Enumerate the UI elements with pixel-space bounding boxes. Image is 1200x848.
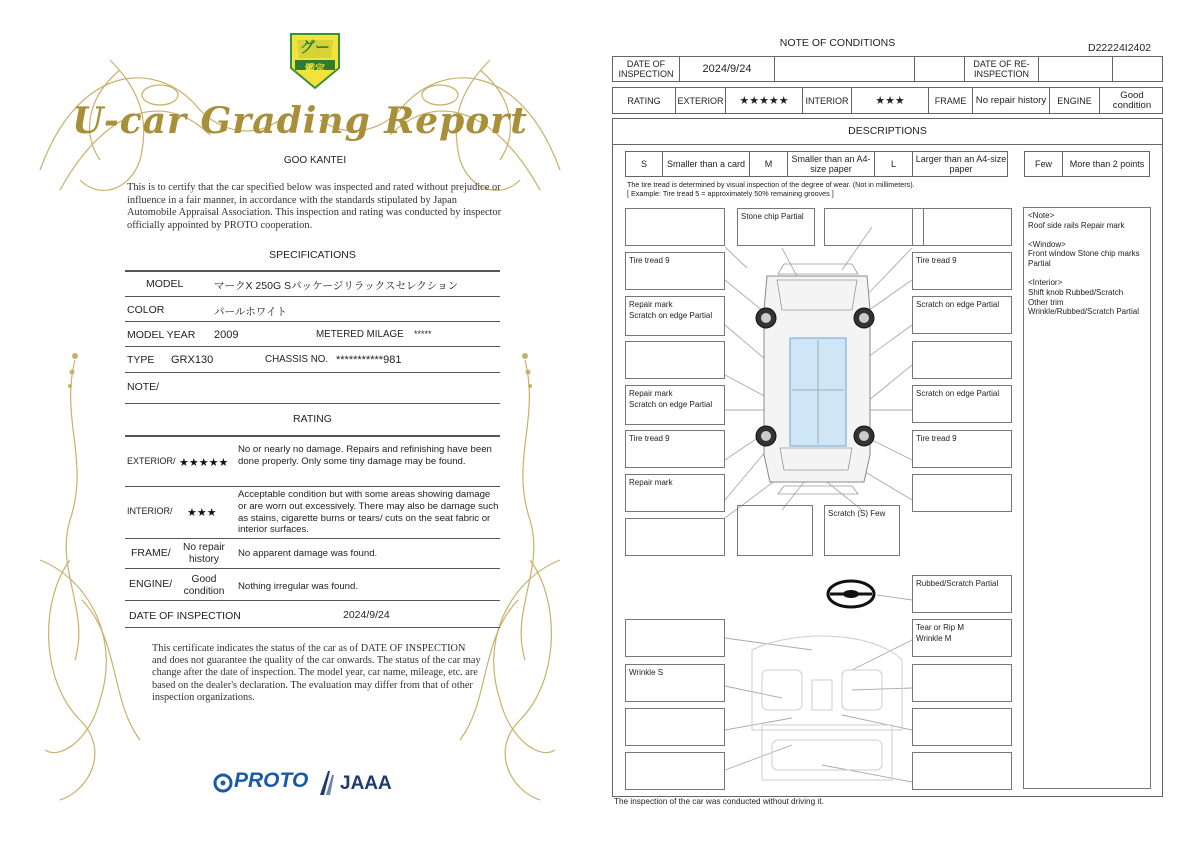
bottom-note: The inspection of the car was conducted without driving it.	[614, 797, 824, 806]
interior-stars: ★★★	[187, 507, 217, 519]
condition-box	[912, 752, 1012, 790]
empty-cell	[1113, 57, 1164, 81]
legend-s-desc: Smaller than a card	[663, 152, 750, 176]
exterior-label: EXTERIOR	[676, 88, 726, 113]
legend-m-desc: Smaller than an A4-size paper	[788, 152, 875, 176]
condition-box	[912, 341, 1012, 379]
color-value: パールホワイト	[214, 306, 287, 318]
divider	[125, 568, 500, 569]
divider	[125, 486, 500, 487]
condition-box	[912, 708, 1012, 746]
report-title: U-car Grading Report	[72, 100, 528, 142]
note-of-conditions-title: NOTE OF CONDITIONS	[779, 37, 896, 49]
jaaa-logo: JAAA	[340, 773, 392, 794]
condition-box	[625, 752, 725, 790]
rating-row	[612, 87, 1163, 114]
exterior-stars: ★★★★★	[726, 88, 803, 113]
note-body: Roof side rails Repair mark	[1028, 220, 1125, 230]
date-inspection-label: DATE OF INSPECTION	[613, 57, 680, 81]
divider	[125, 372, 500, 373]
condition-box-right-2: Scratch on edge Partial	[912, 296, 1012, 334]
window-heading: <Window>	[1028, 239, 1066, 249]
frame-label: FRAME/	[131, 547, 171, 559]
divider	[125, 403, 500, 404]
proto-logo: PROTO	[234, 769, 309, 792]
divider	[125, 435, 500, 437]
legend-s: S	[626, 152, 663, 176]
chassis-value: ***********981	[336, 354, 402, 366]
legend-few-desc: More than 2 points	[1069, 159, 1145, 169]
engine-value: Good condition	[1112, 89, 1152, 111]
model-year-value: 2009	[214, 329, 239, 341]
intro-paragraph: This is to certify that the car specified below was inspected and rated without prejudice or influence in a fair manner, in accordance with the standards stipulated by Japan Automobile Appraisal Association. This inspection and rating was conducted by inspector officially appointed by PROTO cooperation.	[127, 182, 502, 231]
color-label: COLOR	[127, 304, 165, 316]
condition-box	[912, 664, 1012, 702]
condition-box-top-center: Stone chip Partial	[737, 208, 815, 246]
type-value: GRX130	[171, 354, 214, 366]
descriptions-heading: DESCRIPTIONS	[612, 118, 1163, 145]
condition-box-interior-l2: Wrinkle S	[625, 664, 725, 702]
condition-box	[737, 505, 813, 556]
footer-paragraph: This certificate indicates the status of the car as of DATE OF INSPECTION and does not guarantee the quality of the car onwards. The status of the car may change after the date of inspection. The model year, car name, mileage, etc. are based on the dealer's declaration. The evaluation may differ from that of other inspection organizations.	[152, 643, 481, 703]
divider	[125, 538, 500, 539]
note-label: NOTE/	[127, 381, 160, 393]
condition-box-steering: Rubbed/Scratch Partial	[912, 575, 1012, 613]
condition-box	[912, 474, 1012, 512]
engine-label: ENGINE	[1050, 88, 1100, 113]
engine-value: Good condition	[183, 574, 225, 597]
condition-box-right-5: Tire tread 9	[912, 430, 1012, 468]
condition-box	[625, 619, 725, 657]
model-label: MODEL	[146, 278, 184, 290]
condition-box-interior-r1: Tear or Rip M Wrinkle M	[912, 619, 1012, 657]
condition-box-bottom-center: Scratch (S) Few	[824, 505, 900, 556]
frame-label: FRAME	[929, 88, 973, 113]
divider	[125, 296, 500, 297]
exterior-description: No or nearly no damage. Repairs and refinishing have been done properly. Only some tiny damage may be found.	[238, 444, 492, 467]
note-heading: <Note>	[1028, 211, 1055, 220]
jaaa-logo-icon	[318, 769, 338, 797]
engine-label: ENGINE/	[129, 578, 173, 590]
tread-note-1: The tire tread is determined by visual inspection of the degree of wear. (Not in millimeters).	[627, 180, 915, 189]
org-name: GOO KANTEI	[283, 155, 347, 166]
interior-body: Shift knob Rubbed/Scratch Other trim Wrinkle/Rubbed/Scratch Partial	[1028, 287, 1140, 317]
condition-box	[912, 208, 1012, 246]
mileage-value: *****	[414, 329, 432, 339]
legend-l-desc: Larger than an A4-size paper	[915, 154, 1007, 174]
model-year-label: MODEL YEAR	[127, 329, 196, 341]
exterior-label: EXTERIOR/	[127, 456, 176, 466]
condition-box-right-4: Scratch on edge Partial	[912, 385, 1012, 423]
chassis-label: CHASSIS NO.	[265, 354, 329, 365]
exterior-stars: ★★★★★	[179, 457, 229, 469]
interior-description: Acceptable condition but with some areas showing damage or are worn out excessively. There may also be damage such as stains, cigarette burns or tears/ cuts on the seat fabric or interior surfaces.	[238, 489, 499, 536]
condition-box	[625, 208, 725, 246]
interior-heading: <Interior>	[1028, 277, 1063, 287]
specifications-heading: SPECIFICATIONS	[269, 249, 356, 261]
frame-value: No repair history	[973, 88, 1050, 113]
type-label: TYPE	[127, 354, 155, 366]
date-row	[612, 56, 1163, 82]
empty-cell	[915, 57, 965, 81]
divider	[125, 600, 500, 601]
condition-box-left-6: Repair mark	[625, 474, 725, 512]
condition-box-left-1: Tire tread 9	[625, 252, 725, 290]
document-id: D22224I2402	[1088, 42, 1152, 54]
badge-bottom-text: 鑑定	[305, 64, 325, 75]
interior-label: INTERIOR/	[127, 506, 173, 516]
window-body: Front window Stone chip marks Partial	[1028, 249, 1140, 269]
condition-box-right-1: Tire tread 9	[912, 252, 1012, 290]
divider	[125, 627, 500, 628]
divider	[125, 270, 500, 272]
proto-logo-icon	[213, 772, 233, 796]
rating-label: RATING	[613, 88, 676, 113]
model-value: マークX 250G Sパッケージリラックスセレクション	[214, 280, 459, 292]
legend-l: L	[875, 152, 913, 176]
condition-box	[625, 341, 725, 379]
size-legend	[625, 151, 1008, 177]
divider	[125, 321, 500, 322]
condition-box	[625, 708, 725, 746]
empty-cell	[1039, 57, 1113, 81]
frame-value: No repair history	[183, 542, 225, 565]
few-legend	[1024, 151, 1150, 177]
condition-box	[625, 518, 725, 556]
mileage-label: METERED MILAGE	[316, 329, 404, 340]
condition-box	[824, 208, 924, 246]
legend-few: Few	[1025, 152, 1063, 176]
date-value: 2024/9/24	[343, 609, 390, 621]
engine-description: Nothing irregular was found.	[238, 581, 358, 592]
legend-m: M	[750, 152, 788, 176]
date-inspection-value: 2024/9/24	[680, 57, 775, 81]
notes-panel	[1023, 207, 1151, 789]
interior-label: INTERIOR	[803, 88, 852, 113]
condition-box-left-4: Repair mark Scratch on edge Partial	[625, 385, 725, 425]
date-reinspection-label: DATE OF RE-INSPECTION	[965, 57, 1039, 81]
empty-cell	[775, 57, 915, 81]
condition-box-left-5: Tire tread 9	[625, 430, 725, 468]
rating-heading: RATING	[293, 413, 332, 425]
interior-stars: ★★★	[852, 88, 929, 113]
tread-note-2: [ Example: Tire tread 5 = approximately 50% remaining grooves ]	[627, 189, 834, 198]
frame-description: No apparent damage was found.	[238, 548, 378, 559]
divider	[125, 346, 500, 347]
badge-top-text: グー	[299, 39, 330, 56]
condition-box-left-2: Repair mark Scratch on edge Partial	[625, 296, 725, 336]
date-label: DATE OF INSPECTION	[129, 610, 241, 622]
